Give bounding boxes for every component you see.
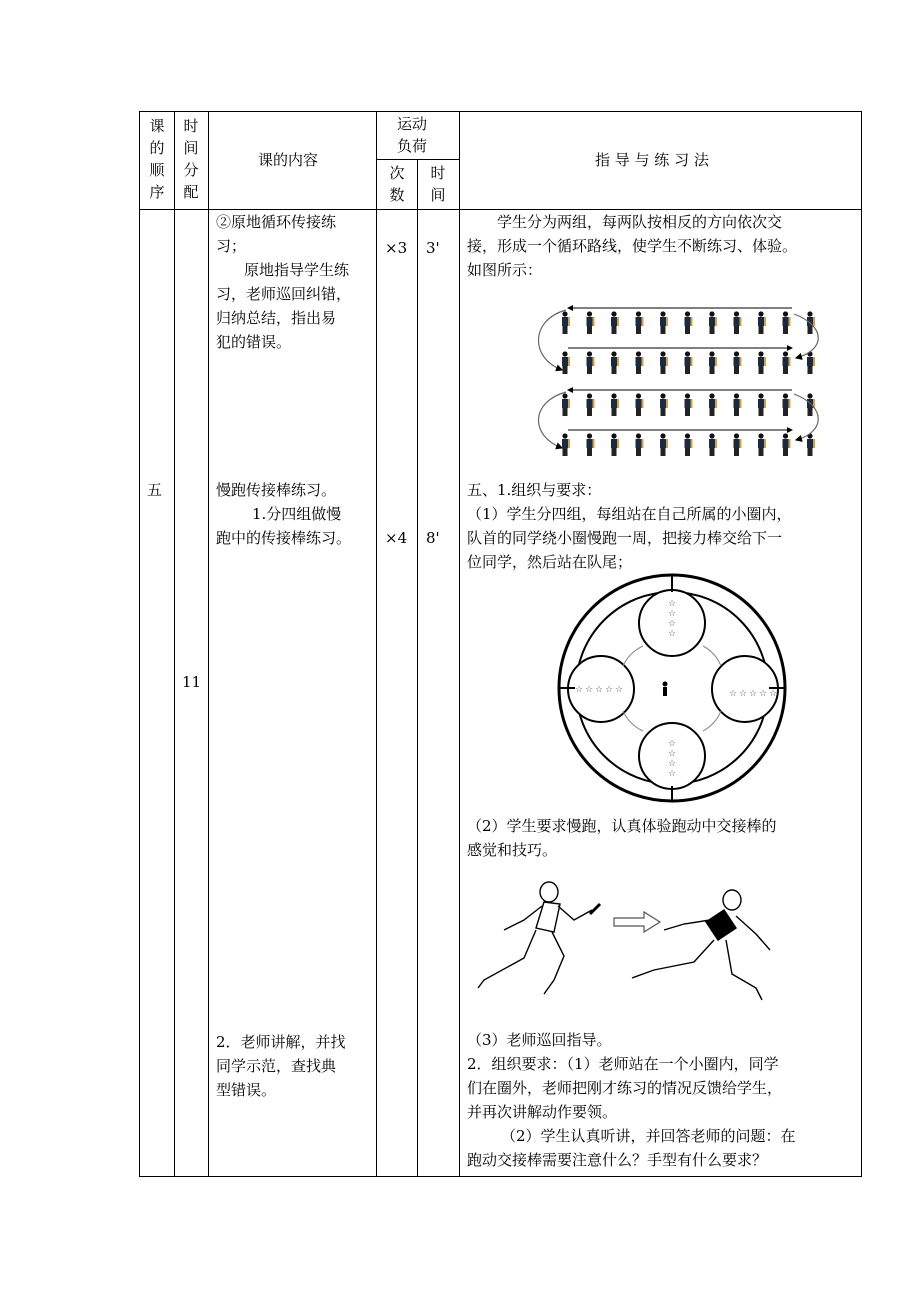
four-group-circle-diagram bbox=[553, 576, 803, 804]
runner-left bbox=[478, 882, 600, 994]
runner-figure bbox=[562, 351, 570, 374]
student-star: ☆ bbox=[585, 685, 594, 695]
student-star: ☆ bbox=[749, 689, 758, 699]
method-para-2: 五、1.组织与要求： （1）学生分四组，每组站在自己所属的小圈内， 队首的同学绕小圈慢跑一周，把接力棒交给下一 位同学，然后站在队尾； bbox=[467, 481, 792, 571]
loop-arrow-left-2 bbox=[538, 392, 566, 448]
runner-figure bbox=[783, 433, 791, 456]
student-star: ☆ bbox=[668, 749, 677, 759]
content-item-1-note: 原地指导学生练 习，老师巡回纠错， 归纳总结，指出易 犯的错误。 bbox=[216, 261, 352, 351]
runner-figure bbox=[660, 393, 668, 416]
group-stars bbox=[575, 599, 777, 779]
runner-figure bbox=[709, 311, 717, 334]
student-star: ☆ bbox=[668, 769, 677, 779]
method-para-1: 学生分为两组，每两队按相反的方向依次交 接，形成一个循环路线，使学生不断练习、体验。 如图所示： bbox=[467, 213, 798, 279]
runner-figure bbox=[734, 351, 742, 374]
student-star: ☆ bbox=[668, 759, 677, 769]
runner-figure bbox=[734, 393, 742, 416]
runner-figure bbox=[709, 433, 717, 456]
runner-figure bbox=[562, 311, 570, 334]
runner-figure bbox=[783, 311, 791, 334]
content-item-3: 2．老师讲解，并找 同学示范，查找典 型错误。 bbox=[216, 1033, 346, 1099]
runner-figure bbox=[807, 433, 815, 456]
runner-figure bbox=[587, 311, 595, 334]
runner-figure bbox=[685, 311, 693, 334]
runner-figure bbox=[758, 311, 766, 334]
runner-figure bbox=[660, 351, 668, 374]
runner-rows bbox=[562, 308, 815, 456]
baton-pass-illustration bbox=[474, 870, 774, 1020]
run-arc-1 bbox=[623, 646, 643, 666]
run-arc-4 bbox=[703, 711, 721, 731]
runner-figure bbox=[709, 393, 717, 416]
runner-figure bbox=[636, 311, 644, 334]
runner-figure bbox=[660, 311, 668, 334]
student-star: ☆ bbox=[615, 685, 624, 695]
student-star: ☆ bbox=[668, 619, 677, 629]
runner-right bbox=[632, 890, 770, 1000]
method-para-3: （2）学生要求慢跑，认真体验跑动中交接棒的 感觉和技巧。 bbox=[467, 817, 777, 859]
student-star: ☆ bbox=[739, 689, 748, 699]
col-divider-3 bbox=[376, 111, 377, 1177]
header-count: 次 数 bbox=[389, 164, 405, 204]
runner-figure bbox=[783, 351, 791, 374]
runner-figure bbox=[587, 433, 595, 456]
table-border-top bbox=[139, 111, 862, 112]
runner-figure bbox=[562, 393, 570, 416]
method-para-4: （3）老师巡回指导。 2．组织要求：（1）老师站在一个小圈内，同学 们在圈外，老师把刚才练习的情况反馈给学生， 并再次讲解动作要领。 bbox=[467, 1031, 783, 1121]
lesson-order-value: 五 bbox=[147, 481, 163, 499]
runner-figure bbox=[734, 311, 742, 334]
student-star: ☆ bbox=[595, 685, 604, 695]
runner-figure bbox=[587, 351, 595, 374]
runner-figure bbox=[734, 433, 742, 456]
runner-figure bbox=[758, 351, 766, 374]
table-border-bottom bbox=[139, 1176, 862, 1177]
content-item-1: ②原地循环传接练 习； bbox=[216, 213, 337, 255]
col-divider-1 bbox=[174, 111, 175, 1177]
runner-figure bbox=[685, 393, 693, 416]
runner-figure bbox=[587, 393, 595, 416]
load-count-1: ×3 bbox=[385, 239, 408, 257]
teacher-icon bbox=[663, 682, 668, 697]
method-para-5: （2）学生认真听讲，并回答老师的问题：在 跑动交接棒需要注意什么？手型有什么要求？ bbox=[467, 1127, 796, 1169]
runner-figure bbox=[758, 433, 766, 456]
load-time-1: 3' bbox=[426, 239, 440, 257]
runner-figure bbox=[807, 311, 815, 334]
runner-figure bbox=[758, 393, 766, 416]
runner-figure bbox=[611, 393, 619, 416]
col-divider-2 bbox=[208, 111, 209, 1177]
student-star: ☆ bbox=[769, 689, 778, 699]
col-divider-4 bbox=[417, 159, 418, 1177]
runner-figure bbox=[807, 351, 815, 374]
run-arc-3 bbox=[623, 711, 643, 731]
header-load: 运动 负荷 bbox=[397, 115, 428, 155]
header-content: 课的内容 bbox=[258, 151, 319, 169]
runner-figure bbox=[783, 393, 791, 416]
student-star: ☆ bbox=[729, 689, 738, 699]
col-divider-5 bbox=[459, 111, 460, 1177]
table-border-left bbox=[139, 111, 140, 1177]
runner-figure bbox=[660, 433, 668, 456]
runner-figure bbox=[636, 433, 644, 456]
runner-figure bbox=[611, 433, 619, 456]
time-allocation-value: 11 bbox=[182, 673, 202, 691]
runner-figure bbox=[611, 311, 619, 334]
runner-figure bbox=[709, 351, 717, 374]
student-star: ☆ bbox=[668, 739, 677, 749]
student-star: ☆ bbox=[575, 685, 584, 695]
header-time-allocation: 时 间 分 配 bbox=[183, 117, 199, 201]
header-method: 指 导 与 练 习 法 bbox=[595, 151, 709, 169]
pass-direction-arrow bbox=[614, 912, 660, 932]
circulation-rows-diagram bbox=[530, 298, 830, 468]
run-arc-2 bbox=[703, 646, 721, 666]
loop-arrow-left-1 bbox=[538, 310, 566, 370]
header-order: 课 的 顺 序 bbox=[149, 117, 165, 201]
runner-figure bbox=[685, 351, 693, 374]
runner-figure bbox=[562, 433, 570, 456]
student-star: ☆ bbox=[605, 685, 614, 695]
runner-figure bbox=[636, 393, 644, 416]
student-star: ☆ bbox=[668, 609, 677, 619]
student-star: ☆ bbox=[668, 599, 677, 609]
student-star: ☆ bbox=[668, 629, 677, 639]
load-time-2: 8' bbox=[426, 529, 440, 547]
load-count-2: ×4 bbox=[385, 529, 408, 547]
table-border-right bbox=[861, 111, 862, 1177]
student-star: ☆ bbox=[759, 689, 768, 699]
runner-figure bbox=[636, 351, 644, 374]
header-duration: 时 间 bbox=[430, 164, 446, 204]
runner-figure bbox=[685, 433, 693, 456]
content-item-2: 慢跑传接棒练习。 1.分四组做慢 跑中的传接棒练习。 bbox=[216, 481, 352, 547]
runner-figure bbox=[611, 351, 619, 374]
